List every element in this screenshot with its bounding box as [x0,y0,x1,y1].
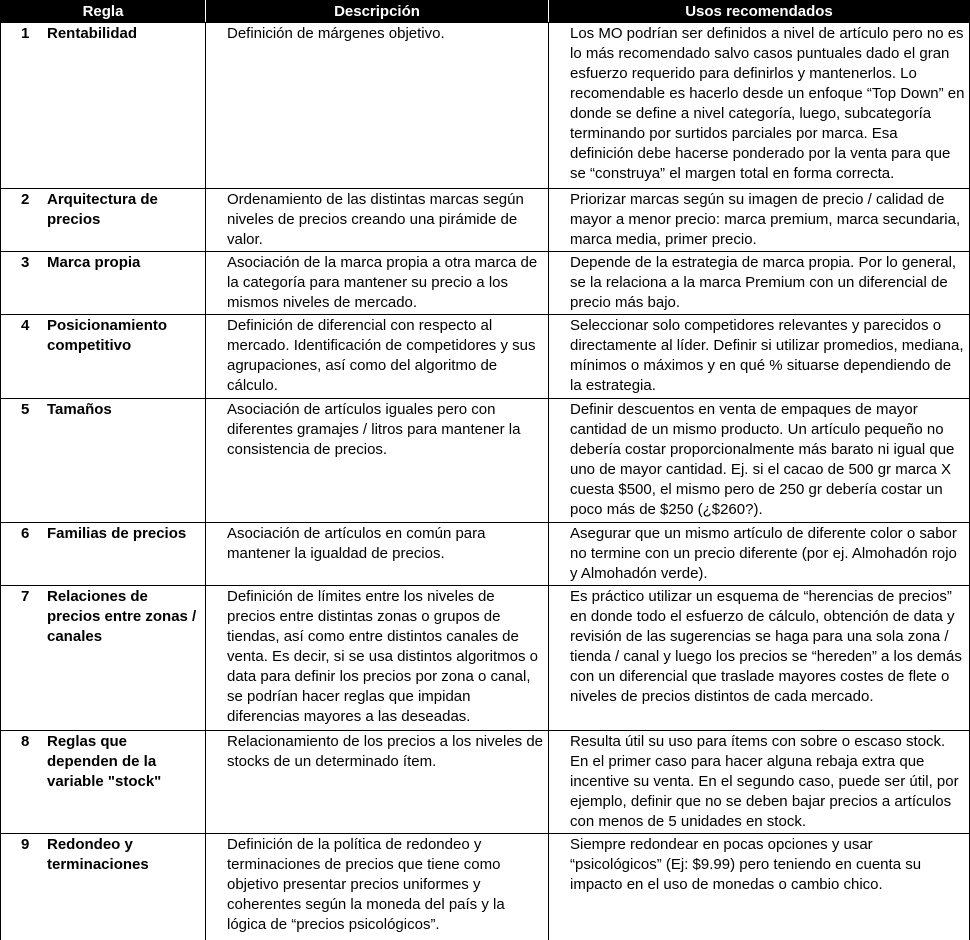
table-row [1,252,970,315]
table-row [1,315,970,399]
rule-cell [1,315,206,399]
description-cell: Definición de diferencial con respecto al mercado. Identificación de competidores y sus agrupaciones, así como del algoritmo de cálculo. [206,315,549,399]
table-row [1,399,970,523]
header-descripcion: Descripción [206,1,549,23]
table-row [1,23,970,189]
usage-cell: Seleccionar solo competidores relevantes y parecidos o directamente al líder. Definir si utilizar promedios, mediana, mínimos o máximos y en qué % situarse dependiendo de la estrategia. [549,315,970,399]
header-usos: Usos recomendados [549,1,970,23]
description-cell: Definición de márgenes objetivo. [206,23,549,189]
rule-cell [1,189,206,252]
description-cell: Ordenamiento de las distintas marcas según niveles de precios creando una pirámide de valor. [206,189,549,252]
rule-cell [1,731,206,834]
rule-number: 6 [21,525,30,542]
usage-cell: Priorizar marcas según su imagen de precio / calidad de mayor a menor precio: marca premium, marca secundaria, marca media, primer precio. [549,189,970,252]
description-cell: Asociación de artículos en común para mantener la igualdad de precios. [206,523,549,586]
rule-name: Familias de precios [47,525,187,542]
rule-number: 1 [21,25,30,42]
rule-number: 5 [21,401,30,418]
usage-cell: Resulta útil su uso para ítems con sobre o escaso stock. En el primer caso para hacer alguna rebaja extra que incentive su venta. En el segundo caso, puede ser útil, por ejemplo, definir que no se deben bajar precios a artículos con menos de 5 unidades en stock. [549,731,970,834]
rule-number: 9 [21,836,30,853]
usage-cell: Asegurar que un mismo artículo de diferente color o sabor no termine con un precio diferente (por ej. Almohadón rojo y Almohadón verde). [549,523,970,586]
rule-name: Posicionamiento competitivo [47,317,168,354]
rule-name: Reglas que dependen de la variable "stock" [47,733,162,790]
rule-number: 4 [21,317,30,334]
rule-name: Marca propia [47,254,141,271]
table-row [1,523,970,586]
usage-cell: Definir descuentos en venta de empaques de mayor cantidad de un mismo producto. Un artículo pequeño no debería costar proporcionalmente más barato ni igual que uno de mayor cantidad. Ej. si el cacao de 500 gr marca X cuesta $500, el mismo pero de 250 gr debería costar un poco más de $250 (¿$260?). [549,399,970,523]
rule-cell [1,252,206,315]
description-cell: Definición de límites entre los niveles de precios entre distintas zonas o grupos de tiendas, así como entre distintos canales de venta. Es decir, si se usa distintos algoritmos o data para definir los precios por zona o canal, se podrían hacer reglas que impidan diferencias mayores a las deseadas. [206,586,549,731]
rule-number: 2 [21,191,30,208]
rule-name: Tamaños [47,401,112,418]
table-row [1,731,970,834]
rule-cell [1,23,206,189]
rule-number: 7 [21,588,30,605]
description-cell: Relacionamiento de los precios a los niveles de stocks de un determinado ítem. [206,731,549,834]
rule-name: Rentabilidad [47,25,138,42]
description-cell: Asociación de artículos iguales pero con diferentes gramajes / litros para mantener la consistencia de precios. [206,399,549,523]
rule-name: Redondeo y terminaciones [47,836,149,873]
rule-cell [1,834,206,940]
table-row [1,834,970,940]
table-row [1,586,970,731]
header-regla: Regla [1,1,206,23]
rule-cell [1,523,206,586]
rule-name: Relaciones de precios entre zonas / canales [47,588,197,645]
rule-number: 3 [21,254,30,271]
rule-name: Arquitectura de precios [47,191,158,228]
description-cell: Asociación de la marca propia a otra marca de la categoría para mantener su precio a los mismos niveles de mercado. [206,252,549,315]
rule-cell [1,586,206,731]
usage-cell: Es práctico utilizar un esquema de “herencias de precios” en donde todo el esfuerzo de cálculo, obtención de data y revisión de las sugerencias se haga para una sola zona / tienda / canal y luego los precios se “hereden” a los demás con un diferencial que traslade mayores costes de flete o niveles de precios distintos de cada mercado. [549,586,970,731]
usage-cell: Siempre redondear en pocas opciones y usar “psicológicos” (Ej: $9.99) pero teniendo en cuenta su impacto en el uso de monedas o cambio chico. [549,834,970,940]
table-row [1,189,970,252]
usage-cell: Los MO podrían ser definidos a nivel de artículo pero no es lo más recomendado salvo casos puntuales dado el gran esfuerzo requerido para definirlos y mantenerlos. Lo recomendable es hacerlo desde un enfoque “Top Down” en donde se define a nivel categoría, luego, subcategoría terminando por surtidos parciales por marca. Esa definición debe hacerse ponderado por la venta para que se “construya” el margen total en forma correcta. [549,23,970,189]
usage-cell: Depende de la estrategia de marca propia. Por lo general, se la relaciona a la marca Premium con un diferencial de precio más bajo. [549,252,970,315]
description-cell: Definición de la política de redondeo y terminaciones de precios que tiene como objetivo presentar precios uniformes y coherentes según la moneda del país y la lógica de “precios psicológicos”. [206,834,549,940]
rule-cell [1,399,206,523]
table-header-row [1,1,970,23]
rule-number: 8 [21,733,30,750]
